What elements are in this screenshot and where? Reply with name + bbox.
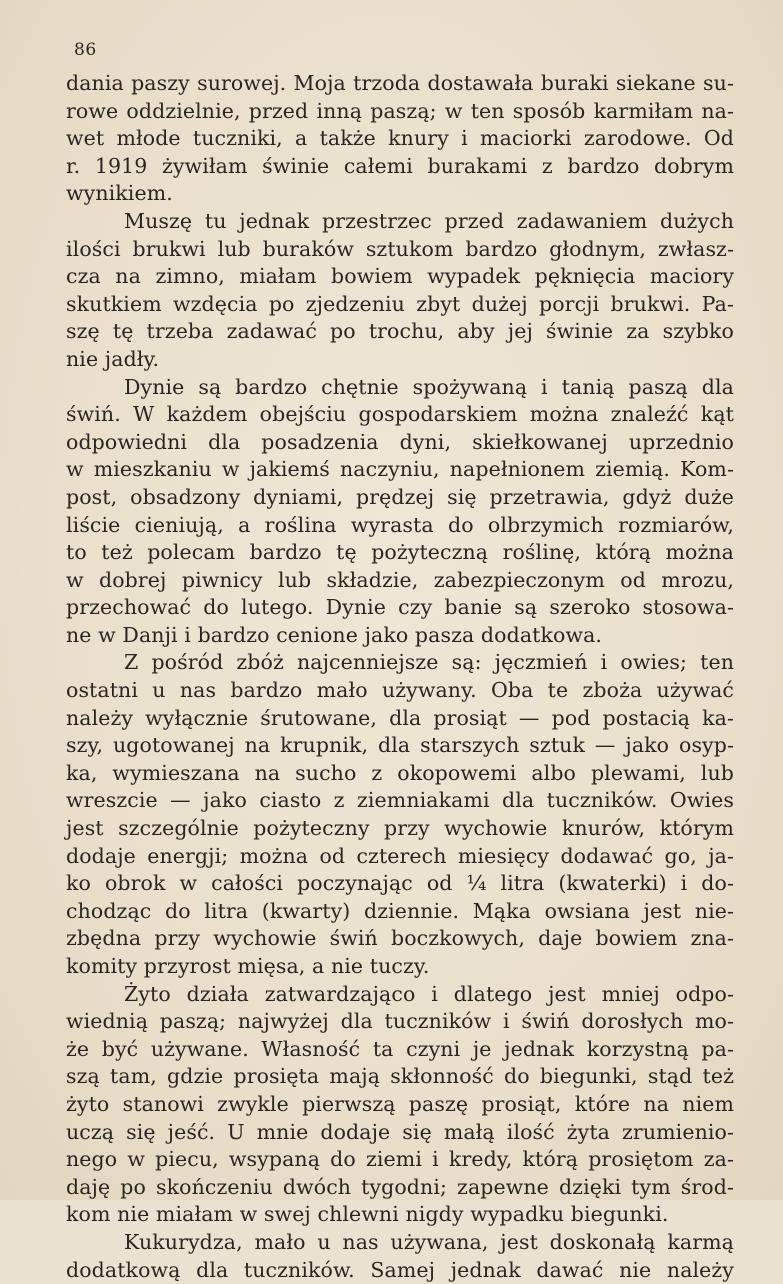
text-line: skutkiem wzdęcia po zjedzeniu zbyt dużej porcji brukwi. Pa-: [66, 291, 734, 316]
text-line: zbędna przy wychowie świń boczkowych, daje bowiem zna-: [66, 926, 734, 951]
text-line: ostatni u nas bardzo mało używany. Oba te zboża używać: [66, 678, 734, 703]
text-line: w dobrej piwnicy lub składzie, zabezpieczonym od mrozu,: [66, 567, 734, 592]
text-line: chodząc do litra (kwarty) dziennie. Mąka owsiana jest nie-: [66, 898, 734, 923]
text-line: r. 1919 żywiłam świnie całemi burakami z bardzo dobrym: [66, 153, 734, 178]
text-line: żyto stanowi zwykle pierwszą paszę prosiąt, które na niem: [66, 1091, 734, 1116]
text-line: ka, wymieszana na sucho z okopowemi albo plewami, lub: [66, 760, 734, 785]
text-line: Z pośród zbóż najcenniejsze są: jęczmień i owies; ten: [124, 650, 734, 675]
text-line: Kukurydza, mało u nas używana, jest doskonałą karmą: [124, 1229, 734, 1254]
page-number: 86: [74, 40, 97, 60]
text-line: należy wyłącznie śrutowane, dla prosiąt — pod postacią ka-: [66, 705, 734, 730]
text-line: wet młode tuczniki, a także knury i maciorki zarodowe. Od: [66, 126, 734, 151]
text-line: wreszcie — jako ciasto z ziemniakami dla tuczników. Owies: [66, 788, 734, 813]
body-text: [66, 70, 734, 1284]
text-line: ne w Danji i bardzo cenione jako pasza dodatkowa.: [66, 622, 603, 647]
text-line: post, obsadzony dyniami, prędzej się przetrawia, gdyż duże: [66, 484, 734, 509]
text-line: nego w piecu, wsypaną do ziemi i kredy, którą prosiętom za-: [66, 1147, 734, 1172]
text-line: jest szczególnie pożyteczny przy wychowie knurów, którym: [66, 816, 734, 841]
text-line: nie jadły.: [66, 346, 160, 371]
text-line: ko obrok w całości poczynając od ¼ litra (kwaterki) i do-: [66, 871, 734, 896]
text-line: wynikiem.: [66, 181, 173, 206]
text-line: rowe oddzielnie, przed inną paszą; w ten sposób karmiłam na-: [66, 98, 734, 123]
text-line: kom nie miałam w swej chlewni nigdy wypadku biegunki.: [66, 1202, 669, 1227]
text-line: szą tam, gdzie prosięta mają skłonność do biegunki, stąd też: [66, 1064, 734, 1089]
text-line: Muszę tu jednak przestrzec przed zadawaniem dużych: [124, 208, 734, 233]
text-line: cza na zimno, miałam bowiem wypadek pęknięcia maciory: [66, 264, 734, 289]
text-line: odpowiedni dla posadzenia dyni, skiełkowanej uprzednio: [66, 429, 734, 454]
text-line: świń. W każdem obejściu gospodarskiem można znaleźć kąt: [66, 402, 734, 427]
text-line: daję po skończeniu dwóch tygodni; zapewne dzięki tym środ-: [66, 1174, 734, 1199]
text-line: komity przyrost mięsa, a nie tuczy.: [66, 954, 430, 978]
text-line: w mieszkaniu w jakiemś naczyniu, napełnionem ziemią. Kom-: [66, 457, 734, 482]
text-line: to też polecam bardzo tę pożyteczną roślinę, którą można: [66, 540, 734, 565]
text-line: uczą się jeść. U mnie dodaje się małą ilość żyta zrumienio-: [66, 1119, 734, 1144]
text-line: dania paszy surowej. Moja trzoda dostawała buraki siekane su-: [66, 71, 734, 95]
text-line: szę tę trzeba zadawać po trochu, aby jej świnie za szybko: [66, 319, 734, 344]
text-line: Dynie są bardzo chętnie spożywaną i tanią paszą dla: [124, 374, 734, 399]
text-line: przechować do lutego. Dynie czy banie są szeroko stosowa-: [66, 595, 734, 620]
text-line: dodaje energji; można od czterech miesięcy dodawać go, ja-: [66, 843, 734, 868]
text-line: wiednią paszą; najwyżej dla tuczników i świń dorosłych mo-: [66, 1009, 734, 1034]
text-line: ilości brukwi lub buraków sztukom bardzo głodnym, zwłasz-: [66, 236, 734, 261]
text-line: dodatkową dla tuczników. Samej jednak dawać nie należy: [66, 1257, 734, 1282]
text-line: Żyto działa zatwardzająco i dlatego jest mniej odpo-: [124, 981, 734, 1006]
text-line: liście cieniują, a roślina wyrasta do olbrzymich rozmiarów,: [66, 512, 734, 537]
text-line: że być używane. Własność ta czyni je jednak korzystną pa-: [66, 1036, 734, 1061]
text-line: szy, ugotowanej na krupnik, dla starszych sztuk — jako osyp-: [66, 733, 734, 758]
